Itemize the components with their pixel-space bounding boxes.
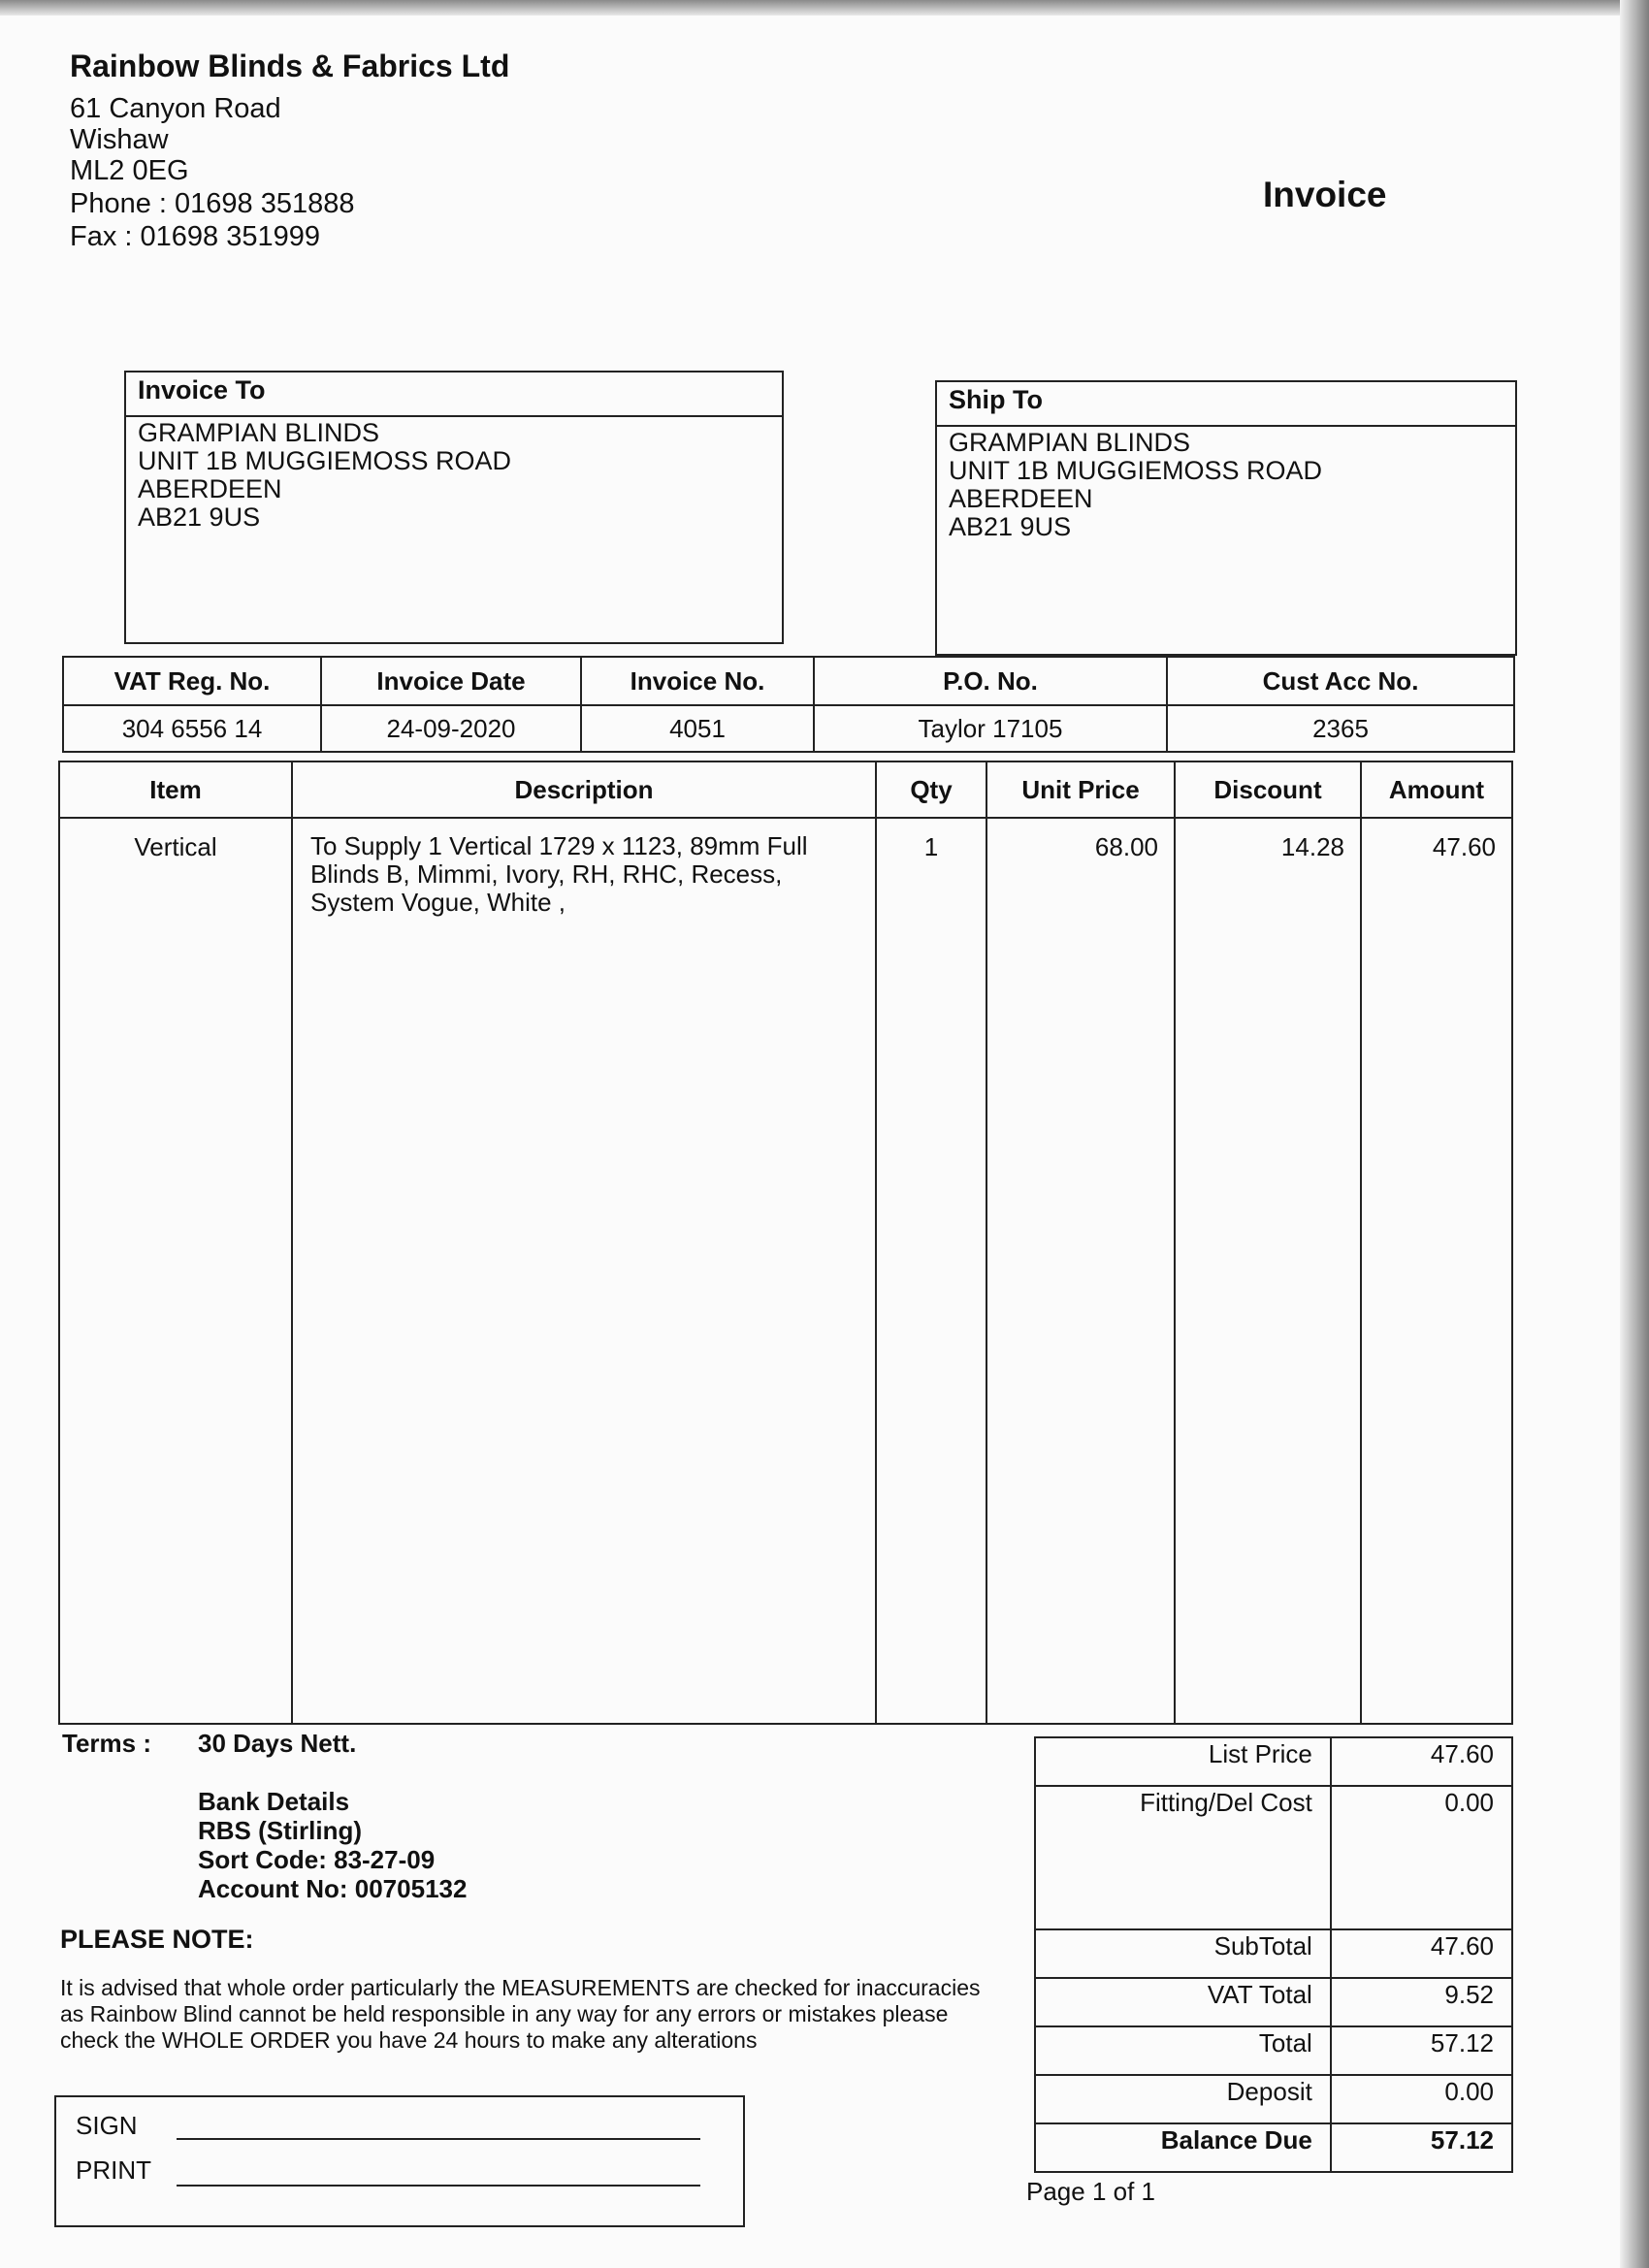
terms-label: Terms : bbox=[62, 1729, 151, 1758]
scan-right-edge bbox=[1620, 0, 1649, 2268]
note-title: PLEASE NOTE: bbox=[60, 1925, 254, 1954]
company-fax: Fax : 01698 351999 bbox=[70, 221, 320, 252]
unit-price-cell: 68.00 bbox=[986, 818, 1175, 1724]
item-header: Item bbox=[59, 761, 292, 818]
invoice-date-value: 24-09-2020 bbox=[321, 705, 581, 752]
balance-due-value: 57.12 bbox=[1331, 2123, 1512, 2172]
page-number: Page 1 of 1 bbox=[1026, 2177, 1155, 2206]
invoice-date-header: Invoice Date bbox=[321, 657, 581, 705]
print-label: PRINT bbox=[76, 2155, 151, 2185]
invoice-to-heading: Invoice To bbox=[126, 373, 782, 417]
ship-to-line: GRAMPIAN BLINDS bbox=[949, 428, 1191, 457]
description-cell: To Supply 1 Vertical 1729 x 1123, 89mm Full Blinds B, Mimmi, Ivory, RH, RHC, Recess, System Vogue, White , bbox=[292, 818, 876, 1724]
ship-to-heading: Ship To bbox=[937, 382, 1515, 427]
unit-price-header: Unit Price bbox=[986, 761, 1175, 818]
sort-code: Sort Code: 83-27-09 bbox=[198, 1845, 436, 1874]
amount-header: Amount bbox=[1361, 761, 1512, 818]
company-address-line: 61 Canyon Road bbox=[70, 93, 281, 124]
ship-to-line: ABERDEEN bbox=[949, 484, 1093, 513]
print-line bbox=[177, 2185, 700, 2187]
invoice-to-line: GRAMPIAN BLINDS bbox=[138, 418, 380, 447]
sign-line bbox=[177, 2138, 700, 2140]
qty-cell: 1 bbox=[876, 818, 986, 1724]
reference-value-row bbox=[63, 705, 1514, 752]
balance-due-row bbox=[1035, 2123, 1512, 2172]
description-header: Description bbox=[292, 761, 876, 818]
total-label: Total bbox=[1035, 2026, 1331, 2075]
invoice-to-box bbox=[124, 371, 784, 644]
fitting-row bbox=[1035, 1786, 1512, 1929]
bank-name: RBS (Stirling) bbox=[198, 1816, 362, 1845]
amount-cell: 47.60 bbox=[1361, 818, 1512, 1724]
bank-details bbox=[198, 1787, 467, 1903]
balance-due-label: Balance Due bbox=[1035, 2123, 1331, 2172]
ship-to-line: AB21 9US bbox=[949, 512, 1072, 541]
totals-table bbox=[1034, 1736, 1513, 2173]
invoice-to-line: AB21 9US bbox=[138, 502, 261, 532]
total-value: 57.12 bbox=[1331, 2026, 1512, 2075]
terms-value: 30 Days Nett. bbox=[198, 1729, 357, 1758]
fitting-label: Fitting/Del Cost bbox=[1035, 1786, 1331, 1929]
vat-label: VAT Total bbox=[1035, 1978, 1331, 2026]
company-phone: Phone : 01698 351888 bbox=[70, 188, 355, 219]
company-address-line: Wishaw bbox=[70, 124, 169, 155]
subtotal-label: SubTotal bbox=[1035, 1929, 1331, 1978]
invoice-to-line: ABERDEEN bbox=[138, 474, 282, 503]
vat-reg-value: 304 6556 14 bbox=[63, 705, 321, 752]
discount-cell: 14.28 bbox=[1175, 818, 1361, 1724]
discount-header: Discount bbox=[1175, 761, 1361, 818]
fitting-value: 0.00 bbox=[1331, 1786, 1512, 1929]
table-row bbox=[59, 818, 1512, 1724]
bank-details-heading: Bank Details bbox=[198, 1787, 350, 1816]
deposit-label: Deposit bbox=[1035, 2075, 1331, 2123]
po-no-value: Taylor 17105 bbox=[814, 705, 1167, 752]
qty-header: Qty bbox=[876, 761, 986, 818]
scan-top-edge bbox=[0, 0, 1649, 16]
invoice-to-line: UNIT 1B MUGGIEMOSS ROAD bbox=[138, 446, 512, 475]
list-price-value: 47.60 bbox=[1331, 1737, 1512, 1786]
subtotal-row bbox=[1035, 1929, 1512, 1978]
line-items-table bbox=[58, 761, 1513, 1725]
po-no-header: P.O. No. bbox=[814, 657, 1167, 705]
vat-reg-header: VAT Reg. No. bbox=[63, 657, 321, 705]
items-header-row bbox=[59, 761, 1512, 818]
list-price-row bbox=[1035, 1737, 1512, 1786]
note-text: It is advised that whole order particularly the MEASUREMENTS are checked for inaccuracies as Rainbow Blind cannot be held responsible in any way for any errors or mistakes please check the WHOLE ORDER you have 24 hours to make any alterations bbox=[60, 1975, 981, 2053]
company-address-line: ML2 0EG bbox=[70, 155, 189, 186]
company-name: Rainbow Blinds & Fabrics Ltd bbox=[70, 49, 510, 83]
invoice-no-value: 4051 bbox=[581, 705, 814, 752]
item-cell: Vertical bbox=[59, 818, 292, 1724]
cust-acc-value: 2365 bbox=[1167, 705, 1514, 752]
list-price-label: List Price bbox=[1035, 1737, 1331, 1786]
signature-box bbox=[54, 2095, 745, 2227]
invoice-no-header: Invoice No. bbox=[581, 657, 814, 705]
total-row bbox=[1035, 2026, 1512, 2075]
cust-acc-header: Cust Acc No. bbox=[1167, 657, 1514, 705]
sign-label: SIGN bbox=[76, 2111, 138, 2140]
reference-header-row bbox=[63, 657, 1514, 705]
account-number: Account No: 00705132 bbox=[198, 1874, 468, 1903]
vat-value: 9.52 bbox=[1331, 1978, 1512, 2026]
ship-to-box bbox=[935, 380, 1517, 656]
deposit-value: 0.00 bbox=[1331, 2075, 1512, 2123]
document-title: Invoice bbox=[1263, 175, 1387, 214]
subtotal-value: 47.60 bbox=[1331, 1929, 1512, 1978]
invoice-reference-table bbox=[62, 656, 1515, 753]
vat-row bbox=[1035, 1978, 1512, 2026]
deposit-row bbox=[1035, 2075, 1512, 2123]
ship-to-line: UNIT 1B MUGGIEMOSS ROAD bbox=[949, 456, 1323, 485]
